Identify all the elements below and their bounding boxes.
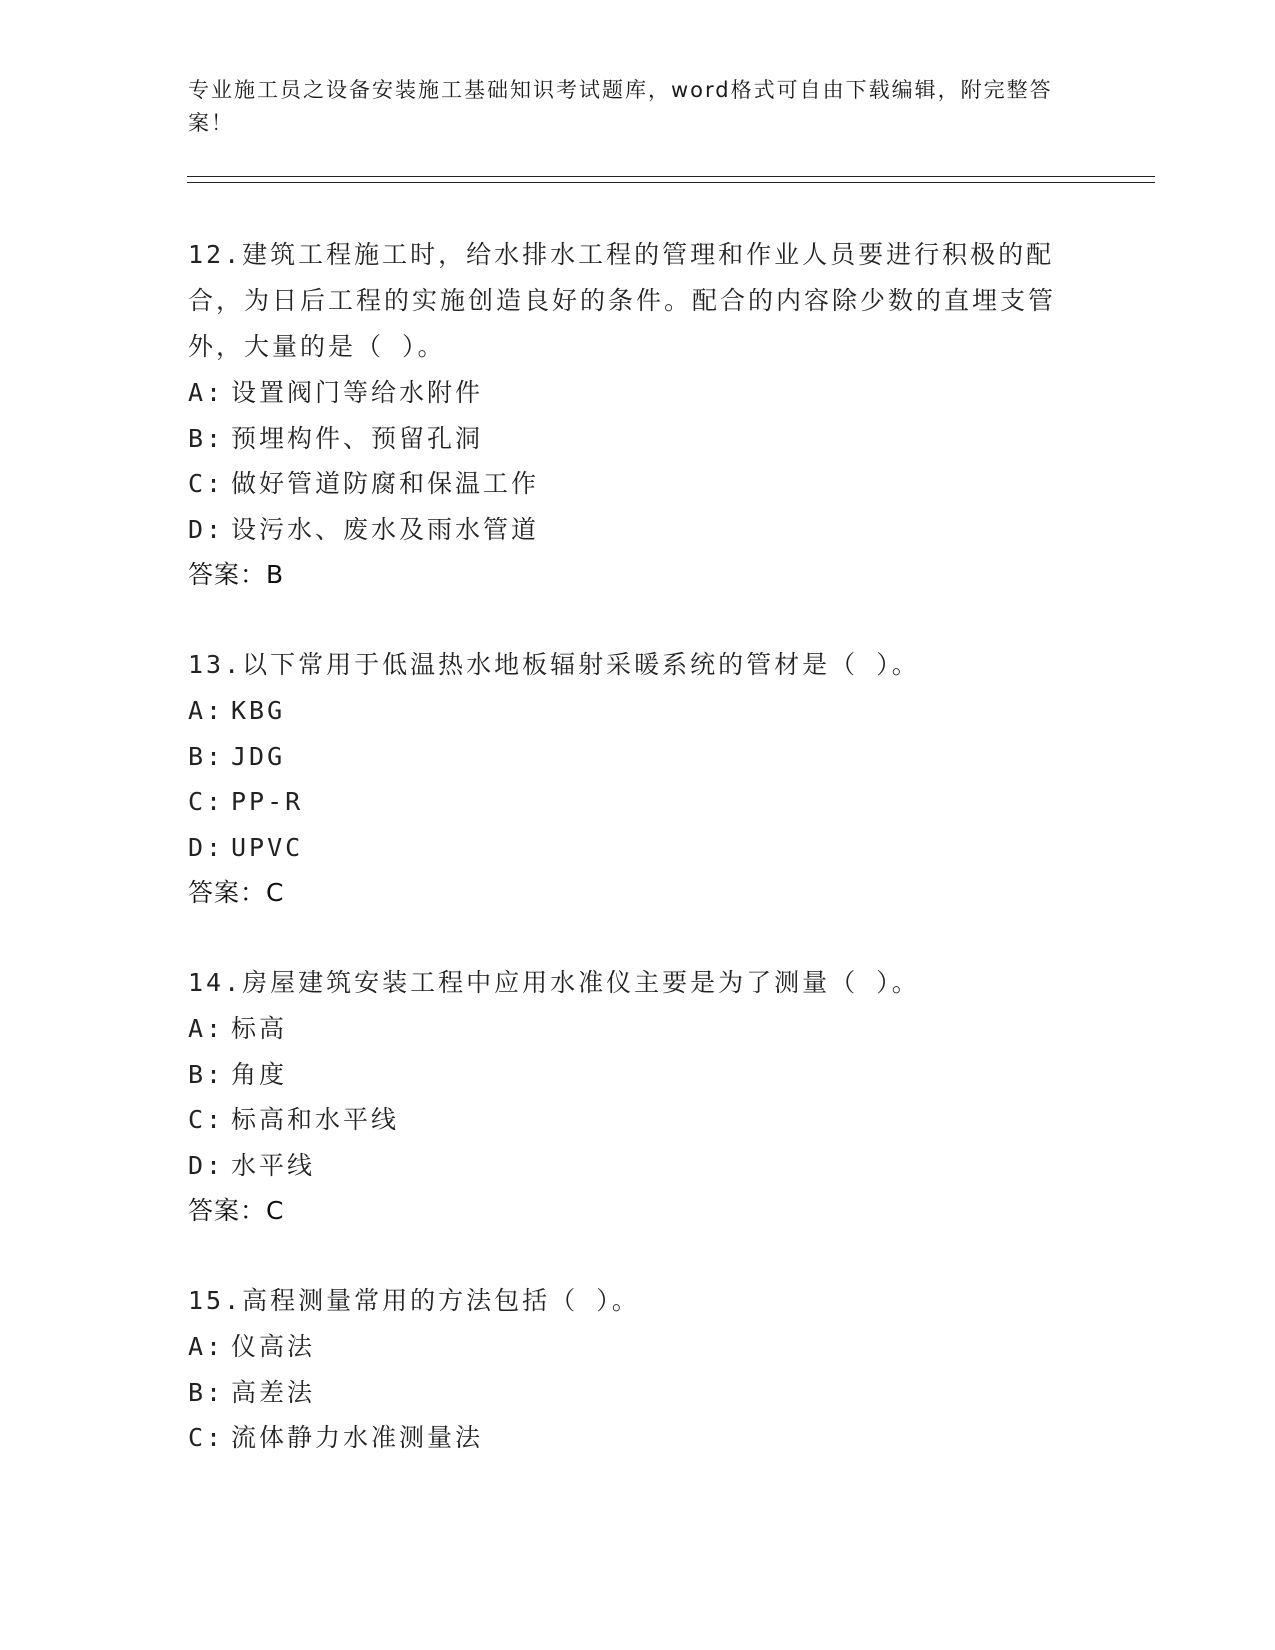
option-key: B: (188, 423, 225, 453)
option-text: 标高 (231, 1014, 288, 1043)
option-key: D: (188, 832, 225, 862)
option-key: D: (188, 1150, 225, 1180)
question-list (188, 232, 1088, 1506)
option-d (188, 825, 1088, 871)
option-b (188, 1052, 1088, 1098)
option-a (188, 1006, 1088, 1052)
option-key: A: (188, 378, 225, 407)
option-b (188, 416, 1088, 462)
answer-line: 答案：C (188, 878, 285, 907)
option-text: 设置阀门等给水附件 (231, 378, 484, 407)
question-stem: 13.以下常用于低温热水地板辐射采暖系统的管材是（ ）。 (188, 650, 920, 679)
option-key: C: (188, 1423, 225, 1452)
header-divider-bottom (187, 182, 1155, 183)
option-b (188, 1370, 1088, 1416)
option-c (188, 779, 1088, 825)
option-text: 高差法 (231, 1377, 316, 1407)
option-text: JDG (231, 741, 286, 771)
option-key: C: (188, 469, 225, 498)
header-divider-top (187, 176, 1155, 177)
option-b (188, 734, 1088, 780)
option-c (188, 1415, 1088, 1461)
option-key: D: (188, 514, 225, 544)
option-d (188, 1143, 1088, 1189)
option-key: A: (188, 696, 225, 725)
option-key: C: (188, 1105, 225, 1134)
option-text: 角度 (231, 1059, 288, 1089)
question-12 (188, 232, 1088, 597)
option-key: A: (188, 1014, 225, 1043)
option-key: B: (188, 1377, 225, 1407)
option-text: UPVC (231, 832, 304, 862)
option-text: 水平线 (231, 1150, 316, 1180)
option-text: 做好管道防腐和保温工作 (231, 469, 540, 498)
option-key: A: (188, 1332, 225, 1361)
option-a (188, 370, 1088, 416)
option-d (188, 507, 1088, 553)
question-stem: 12.建筑工程施工时，给水排水工程的管理和作业人员要进行积极的配合，为日后工程的实施创造良好的条件。配合的内容除少数的直埋支管外，大量的是（ ）。 (188, 240, 1057, 361)
option-c (188, 1097, 1088, 1143)
option-text: 设污水、废水及雨水管道 (231, 514, 540, 544)
option-text: 预埋构件、预留孔洞 (231, 423, 484, 453)
question-14 (188, 960, 1088, 1233)
question-15 (188, 1278, 1088, 1461)
option-key: B: (188, 741, 225, 771)
option-text: 标高和水平线 (231, 1105, 400, 1134)
option-key: C: (188, 787, 225, 816)
question-stem: 15.高程测量常用的方法包括（ ）。 (188, 1286, 640, 1315)
option-a (188, 688, 1088, 734)
option-a (188, 1324, 1088, 1370)
option-text: PP-R (231, 787, 304, 816)
option-c (188, 461, 1088, 507)
option-text: KBG (231, 696, 286, 725)
answer-line: 答案：B (188, 560, 285, 589)
option-text: 仪高法 (231, 1332, 316, 1361)
document-header: 专业施工员之设备安装施工基础知识考试题库，word格式可自由下载编辑，附完整答案！ (188, 78, 1053, 135)
question-stem: 14.房屋建筑安装工程中应用水准仪主要是为了测量（ ）。 (188, 968, 920, 997)
option-text: 流体静力水准测量法 (231, 1423, 484, 1452)
question-13 (188, 642, 1088, 915)
answer-line: 答案：C (188, 1196, 285, 1225)
option-key: B: (188, 1059, 225, 1089)
